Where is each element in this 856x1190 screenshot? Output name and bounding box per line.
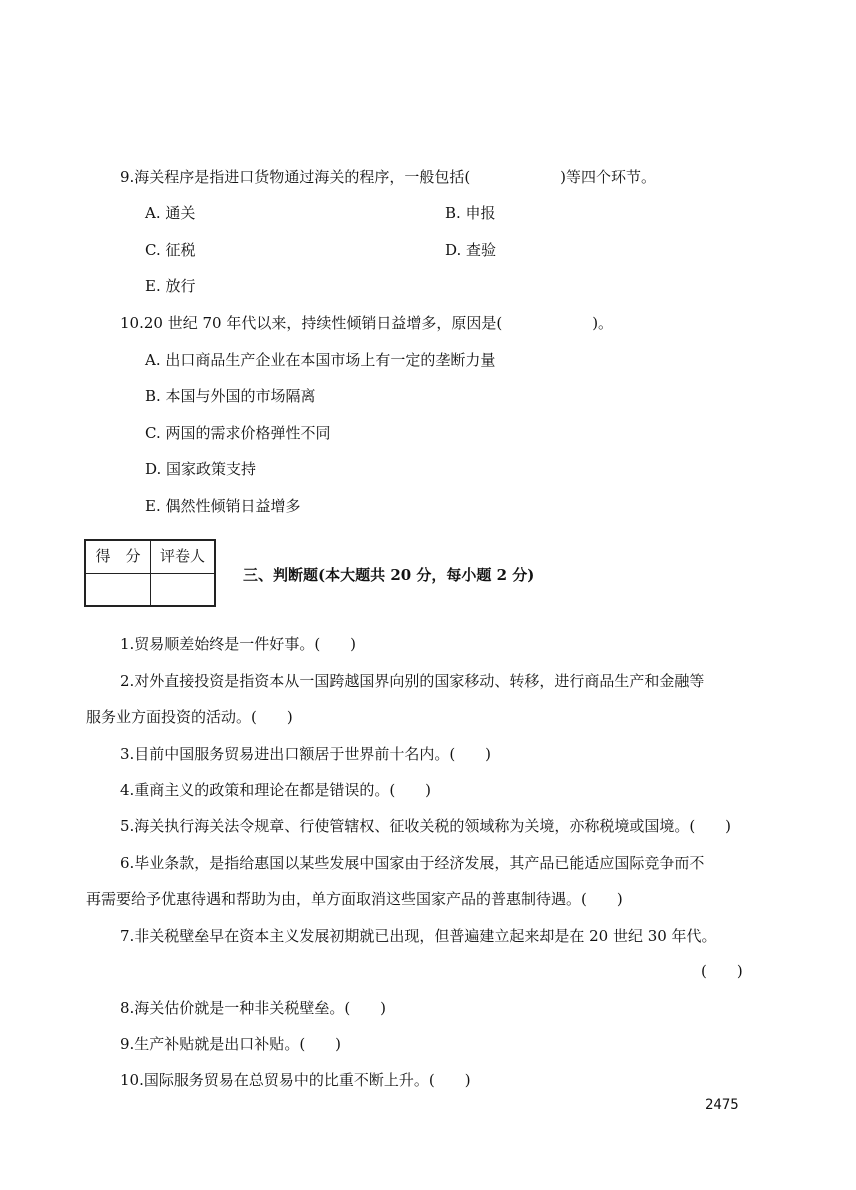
tf-item-1: 1.贸易顺差始终是一件好事。( ) [120, 635, 357, 653]
q9-option-d: D. 查验 [445, 241, 497, 259]
tf-item-6-line2: 再需要给予优惠待遇和帮助为由，单方面取消这些国家产品的普惠制待遇。( ) [86, 890, 623, 908]
section3-title: 三、判断题(本大题共 20 分，每小题 2 分) [243, 566, 535, 584]
q10-option-e: E. 偶然性倾销日益增多 [145, 497, 301, 515]
q10-option-a: A. 出口商品生产企业在本国市场上有一定的垄断力量 [145, 351, 496, 369]
tf-item-6-line1: 6.毕业条款，是指给惠国以某些发展中国家由于经济发展，其产品已能适应国际竞争而不 [120, 854, 705, 872]
q10-option-c: C. 两国的需求价格弹性不同 [145, 424, 331, 442]
grader-blank-cell[interactable] [151, 574, 214, 605]
tf-item-7-answer-blank: ( ) [701, 962, 743, 980]
tf-item-2-line2: 服务业方面投资的活动。( ) [86, 708, 293, 726]
tf-item-7-line1: 7.非关税壁垒早在资本主义发展初期就已出现，但普遍建立起来却是在 20 世纪 30 年代。 [120, 927, 717, 945]
q10-option-b: B. 本国与外国的市场隔离 [145, 387, 316, 405]
tf-item-2-line1: 2.对外直接投资是指资本从一国跨越国界向别的国家移动、转移，进行商品生产和金融等 [120, 672, 705, 690]
q9-option-b: B. 申报 [445, 204, 496, 222]
tf-item-8: 8.海关估价就是一种非关税壁垒。( ) [120, 999, 387, 1017]
tf-item-5: 5.海关执行海关法令规章、行使管辖权、征收关税的领域称为关境，亦称税境或国境。( ) [120, 817, 732, 835]
page-number: 2475 [705, 1097, 739, 1113]
q9-option-c: C. 征税 [145, 241, 196, 259]
q9-stem: 9.海关程序是指进口货物通过海关的程序，一般包括( )等四个环节。 [120, 168, 657, 186]
tf-item-4: 4.重商主义的政策和理论在都是错误的。( ) [120, 781, 432, 799]
score-table [84, 539, 216, 607]
score-blank-cell[interactable] [86, 574, 150, 605]
q10-option-d: D. 国家政策支持 [145, 460, 257, 478]
score-label: 得 分 [95, 547, 141, 565]
tf-item-9: 9.生产补贴就是出口补贴。( ) [120, 1035, 342, 1053]
tf-item-10: 10.国际服务贸易在总贸易中的比重不断上升。( ) [120, 1071, 471, 1089]
q9-option-a: A. 通关 [145, 204, 196, 222]
grader-label: 评卷人 [159, 547, 205, 565]
tf-item-3: 3.目前中国服务贸易进出口额居于世界前十名内。( ) [120, 745, 492, 763]
q9-option-e: E. 放行 [145, 277, 196, 295]
q10-stem: 10.20 世纪 70 年代以来，持续性倾销日益增多，原因是( )。 [120, 314, 614, 332]
